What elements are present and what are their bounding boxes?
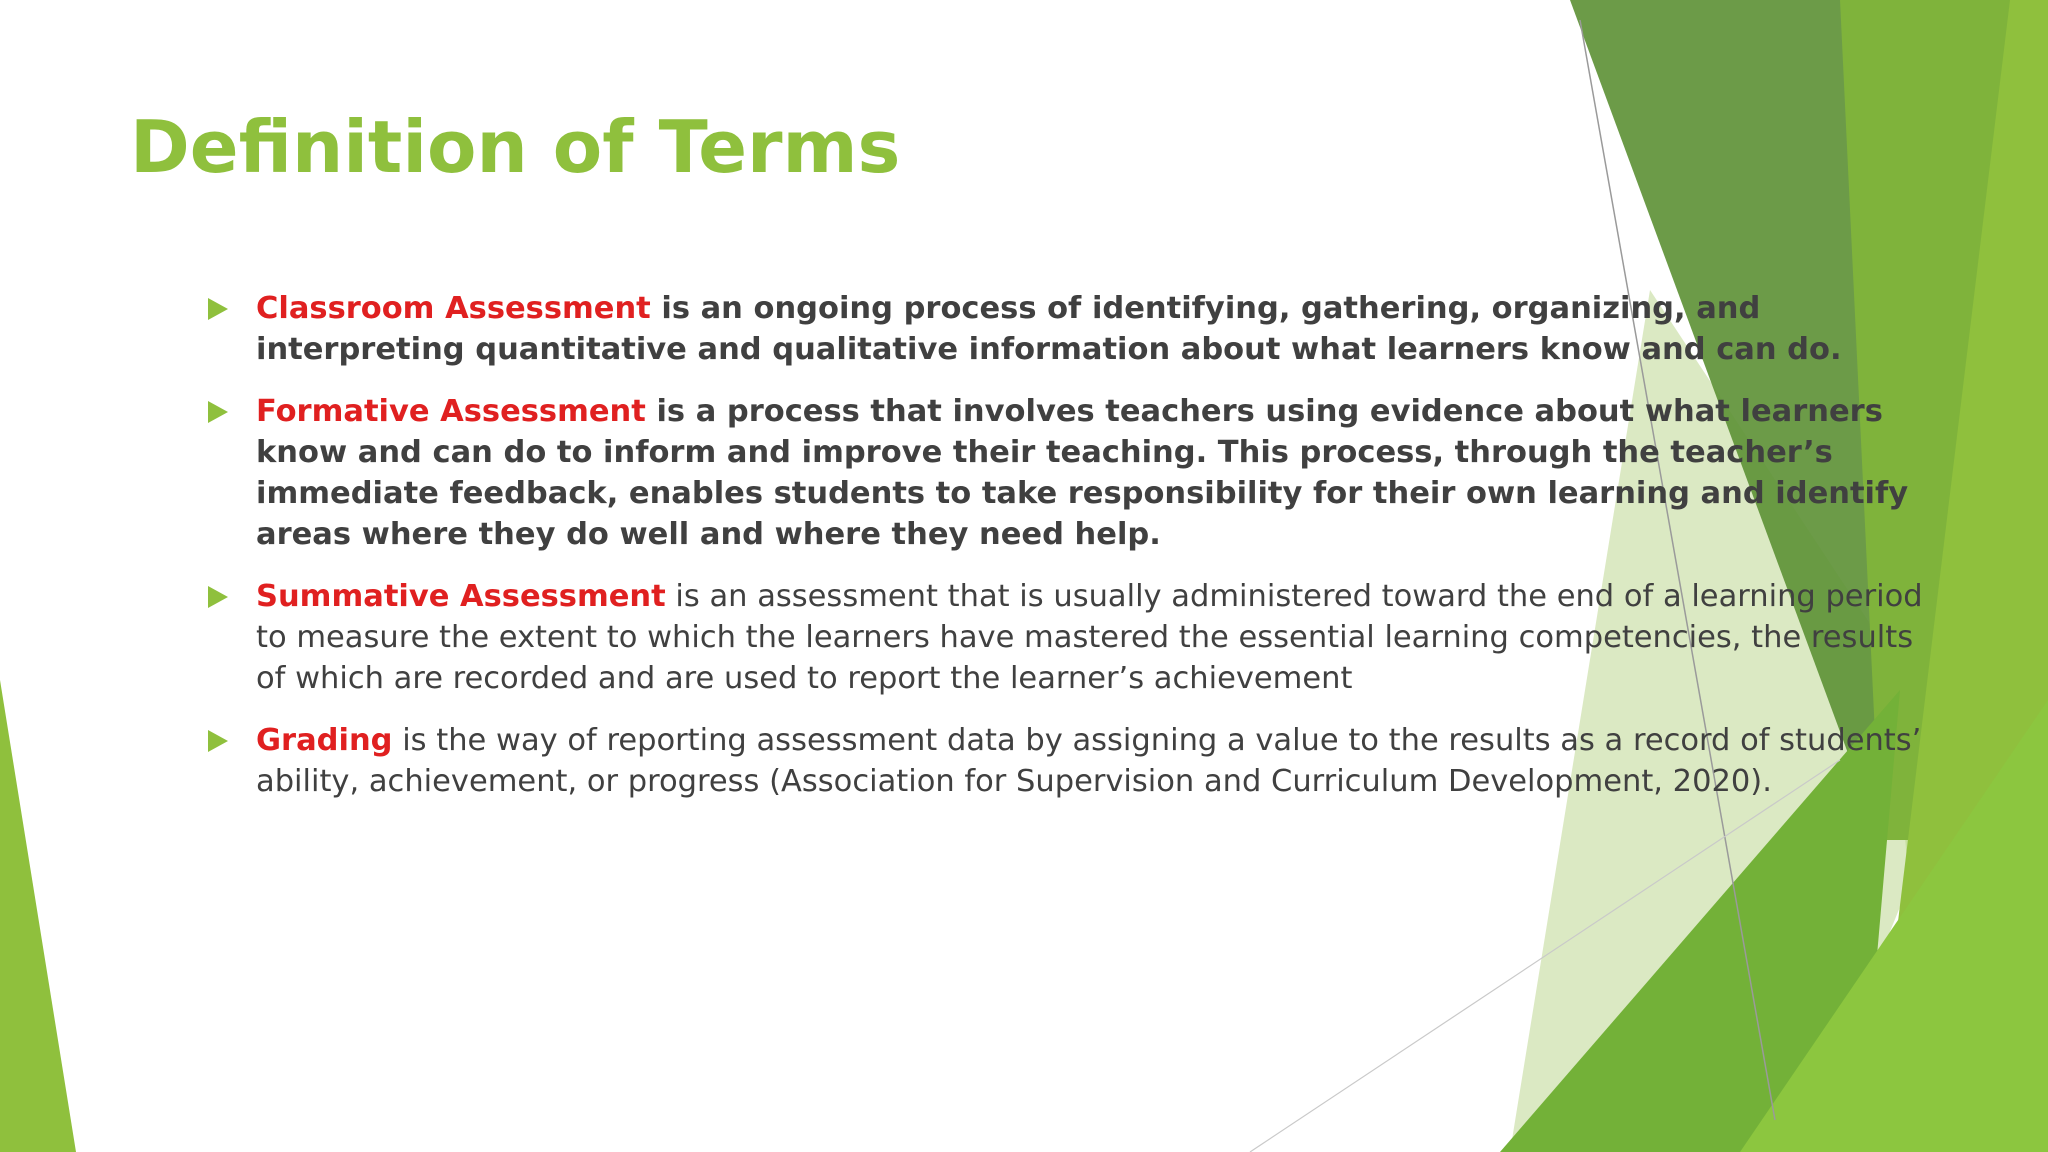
list-item <box>208 576 1928 699</box>
definition-text: is an ongoing process of identifying, gathering, organizing, and interpreting quantitative and qualitative information about what learners know and can do. <box>256 291 1842 367</box>
triangle-right-icon <box>208 730 228 752</box>
left-facet <box>0 680 76 1152</box>
list-item <box>208 720 1928 802</box>
list-item <box>208 288 1928 370</box>
list-item <box>208 391 1928 555</box>
triangle-right-icon <box>208 586 228 608</box>
term-label: Formative Assessment <box>256 394 646 429</box>
definition-text: is the way of reporting assessment data by assigning a value to the results as a record of students’ ability, achievement, or progress (Association for Supervision and Curriculum Development, 2020). <box>256 723 1922 799</box>
term-label: Grading <box>256 723 393 758</box>
definition-text: is a process that involves teachers using evidence about what learners know and can do to inform and improve their teaching. This process, through the teacher’s immediate feedback, enables students to take responsibility for their own learning and identify areas where they do well and where they need help. <box>256 394 1909 552</box>
term-label: Classroom Assessment <box>256 291 651 326</box>
triangle-right-icon <box>208 298 228 320</box>
term-label: Summative Assessment <box>256 579 666 614</box>
slide-title: Definition of Terms <box>130 105 901 189</box>
definition-text: is an assessment that is usually administered toward the end of a learning period to measure the extent to which the learners have mastered the essential learning competencies, the results of which are recorded and are used to report the learner’s achievement <box>256 579 1923 696</box>
definition-list <box>208 288 1928 823</box>
triangle-right-icon <box>208 401 228 423</box>
